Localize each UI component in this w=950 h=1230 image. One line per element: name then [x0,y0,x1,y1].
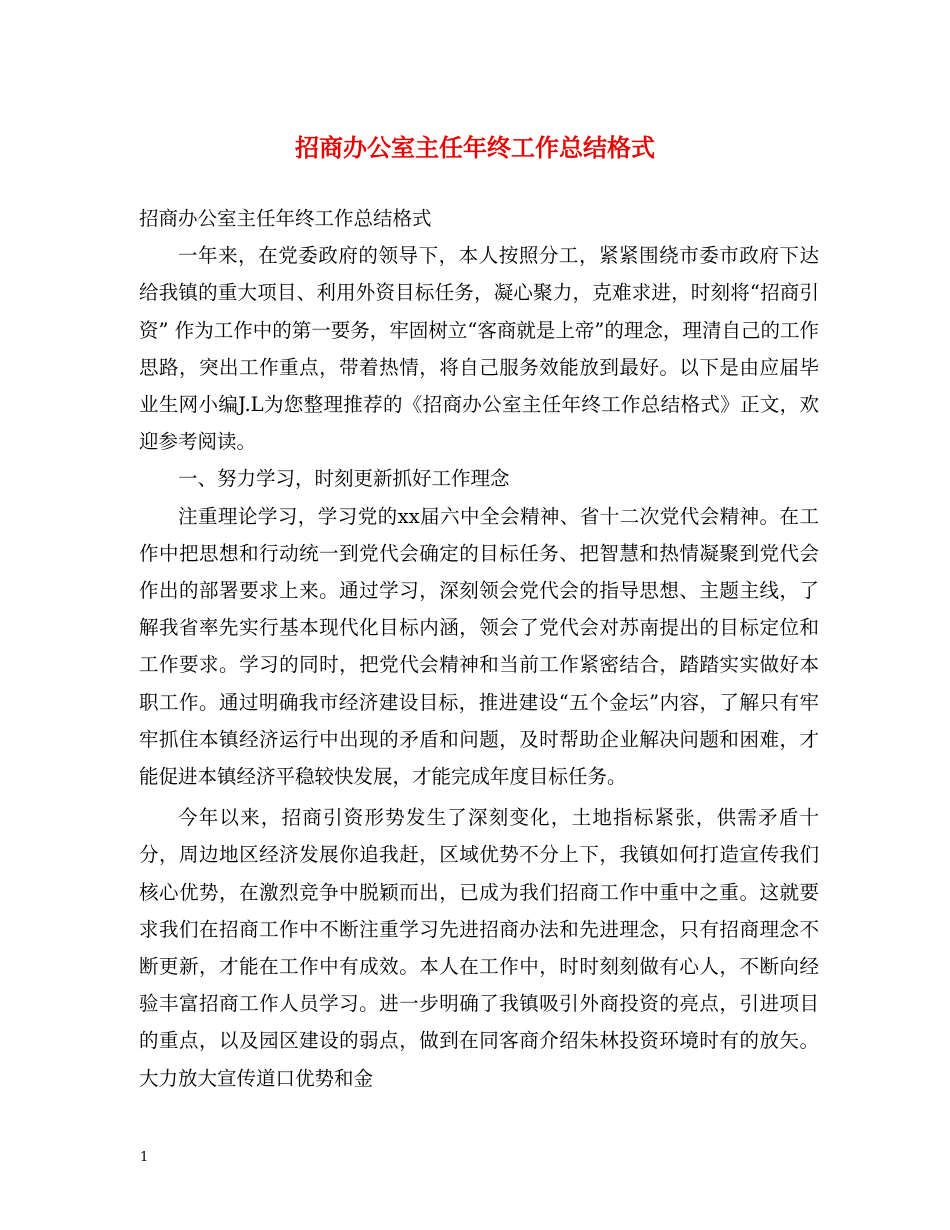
paragraph-situation: 今年以来，招商引资形势发生了深刻变化，土地指标紧张，供需矛盾十分，周边地区经济发展你追我赶，区域优势不分上下，我镇如何打造宣传我们核心优势，在激烈竞争中脱颖而出，已成为我们招商工作中重中之重。这就要求我们在招商工作中不断注重学习先进招商办法和先进理念，只有招商理念不断更新，才能在工作中有成效。本人在工作中，时时刻刻做有心人，不断向经验丰富招商工作人员学习。进一步明确了我镇吸引外商投资的亮点，引进项目的重点，以及园区建设的弱点，做到在同客商介绍朱林投资环境时有的放矢。大力放大宣传道口优势和金 [139,806,819,1090]
document-title: 招商办公室主任年终工作总结格式 [295,133,655,162]
section-heading-1: 一、努力学习，时刻更新抓好工作理念 [178,467,510,491]
document-body [139,200,819,1097]
paragraph-study: 注重理论学习，学习党的xx届六中全会精神、省十二次党代会精神。在工作中把思想和行动统一到党代会确定的目标任务、把智慧和热情凝聚到党代会作出的部署要求上来。通过学习，深刻领会党代会的指导思想、主题主线，了解我省率先实行基本现代化目标内涵，领会了党代会对苏南提出的目标定位和工作要求。学习的同时，把党代会精神和当前工作紧密结合，踏踏实实做好本职工作。通过明确我市经济建设目标，推进建设“五个金坛”内容，了解只有牢牢抓住本镇经济运行中出现的矛盾和问题，及时帮助企业解决问题和困难，才能促进本镇经济平稳较快发展，才能完成年度目标任务。 [139,504,819,789]
page-number: 1 [140,1150,149,1165]
document-subtitle: 招商办公室主任年终工作总结格式 [139,207,432,230]
paragraph-intro: 一年来，在党委政府的领导下，本人按照分工，紧紧围绕市委市政府下达给我镇的重大项目、利用外资目标任务，凝心聚力，克难求进，时刻将“招商引资” 作为工作中的第一要务，牢固树立“客商就是上帝”的理念，理清自己的工作思路，突出工作重点，带着热情，将自己服务效能放到最好。以下是由应届毕业生网小编J.L为您整理推荐的《招商办公室主任年终工作总结格式》正文，欢迎参考阅读。 [139,244,819,454]
